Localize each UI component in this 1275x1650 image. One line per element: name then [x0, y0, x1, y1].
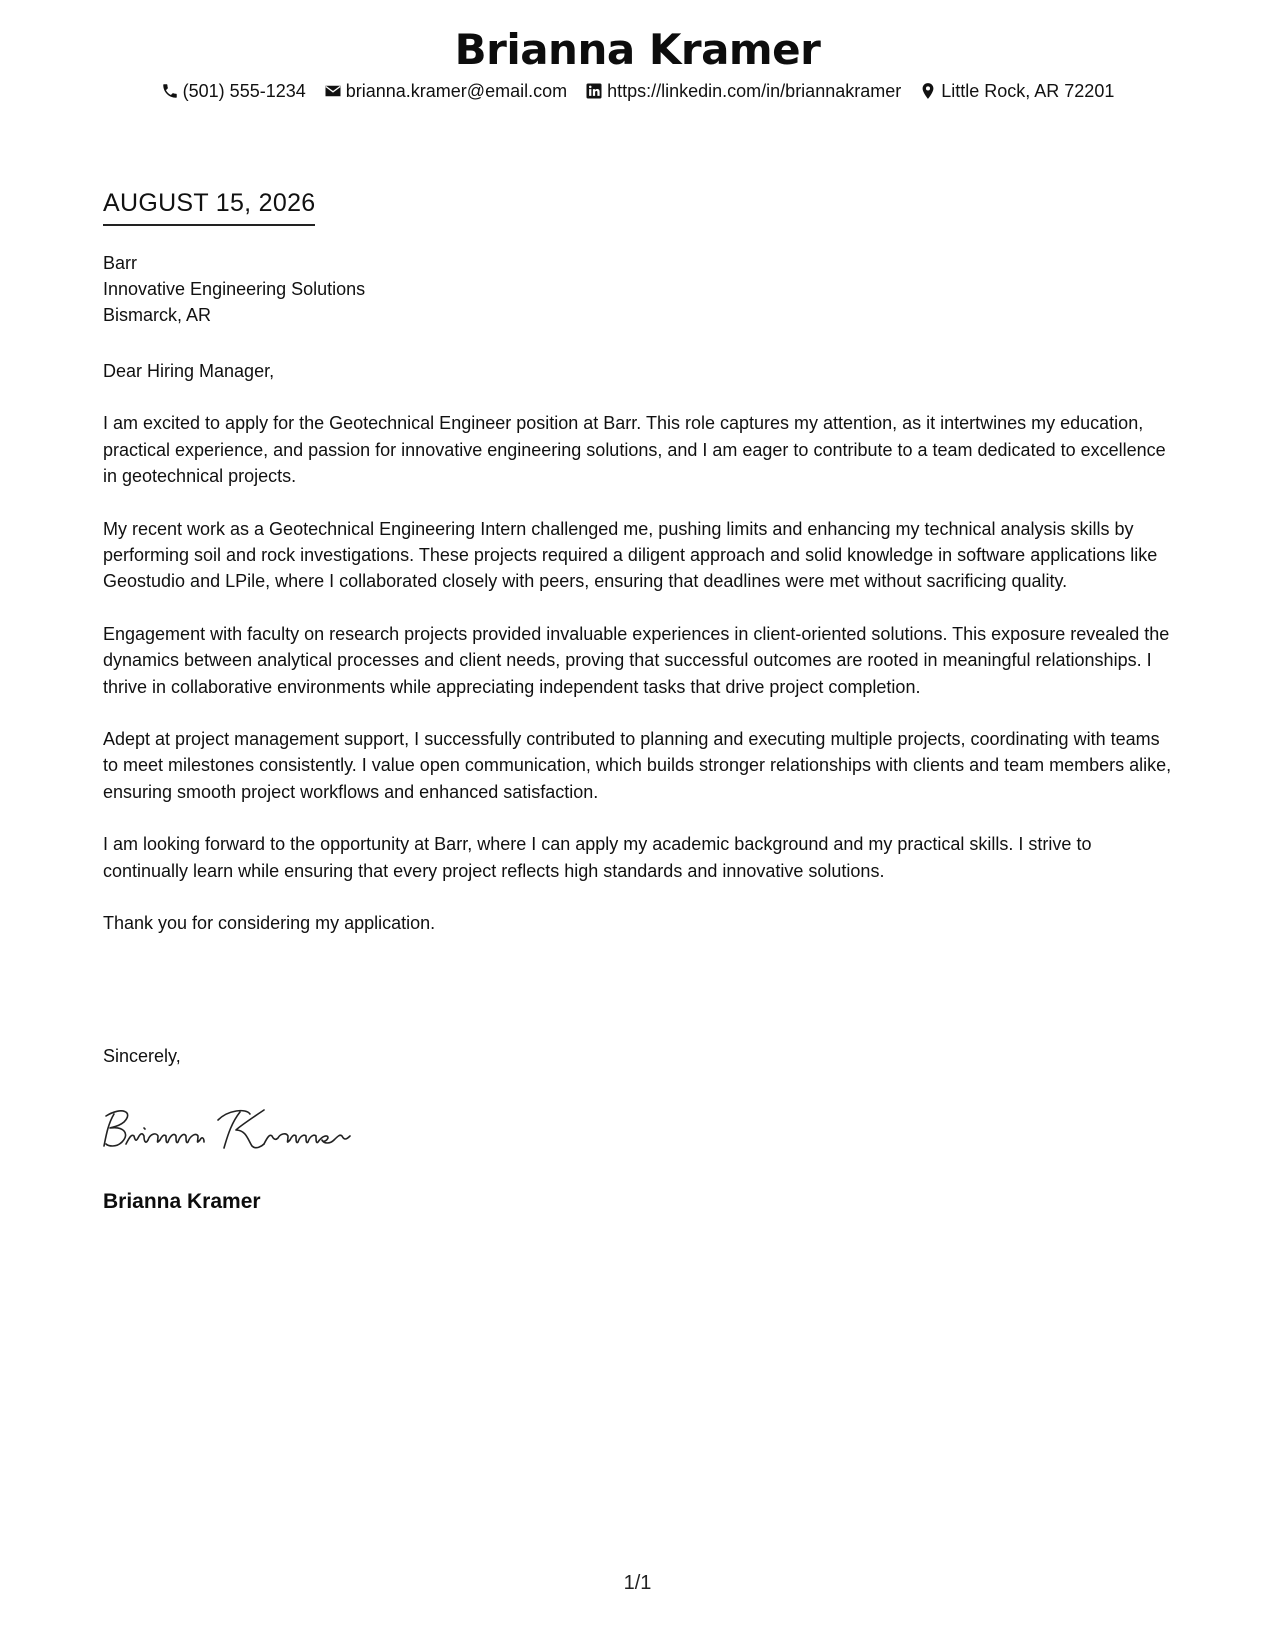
recipient-company: Barr	[103, 253, 138, 273]
contact-phone	[161, 78, 306, 104]
closing: Sincerely,	[103, 1046, 181, 1066]
salutation: Dear Hiring Manager,	[103, 361, 275, 381]
paragraph: I am looking forward to the opportunity at Barr, where I can apply my academic background and my practical skills. I strive to continually learn while ensuring that every project reflects high standards and innovative solutions.	[103, 834, 1092, 881]
applicant-name: Brianna Kramer	[454, 25, 821, 74]
page-indicator: 1/1	[623, 1572, 652, 1594]
map-pin-icon	[919, 82, 937, 100]
paragraph: I am excited to apply for the Geotechnical Engineer position at Barr. This role captures my attention, as it intertwines my education, practical experience, and passion for innovative engineering solutions, and I am eager to contribute to a team dedicated to excellence in geotechnical projects.	[103, 413, 1166, 487]
contact-bar	[0, 78, 1275, 104]
paragraph: My recent work as a Geotechnical Engineering Intern challenged me, pushing limits and enhancing my technical analysis skills by performing soil and rock investigations. These projects required a diligent approach and solid knowledge in software applications like Geostudio and LPile, where I collaborated closely with peers, ensuring that deadlines were met without sacrificing quality.	[103, 518, 1158, 592]
location-text: Little Rock, AR 72201	[941, 81, 1115, 101]
recipient-block	[103, 250, 365, 328]
linkedin-icon	[585, 82, 603, 100]
phone-text: (501) 555-1234	[182, 81, 306, 101]
recipient-department: Innovative Engineering Solutions	[103, 279, 366, 299]
paragraph: Engagement with faculty on research projects provided invaluable experiences in client-oriented solutions. This exposure revealed the dynamics between analytical processes and client needs, proving that successful outcomes are rooted in meaningful relationships. I thrive in collaborative environments while appreciating independent tasks that drive project completion.	[103, 623, 1170, 697]
contact-email	[324, 78, 567, 104]
envelope-icon	[324, 82, 342, 100]
handwritten-signature	[100, 1100, 370, 1156]
linkedin-text: https://linkedin.com/in/briannakramer	[607, 81, 902, 101]
letter-date: AUGUST 15, 2026	[103, 188, 315, 226]
email-text: brianna.kramer@email.com	[345, 81, 568, 101]
phone-icon	[161, 82, 179, 100]
signer-name: Brianna Kramer	[103, 1190, 261, 1213]
paragraph: Adept at project management support, I successfully contributed to planning and executing multiple projects, coordinating with teams to meet milestones consistently. I value open communication, which builds stronger relationships with clients and team members alike, ensuring smooth project workflows and enhanced satisfaction.	[103, 729, 1172, 802]
letter-body	[103, 358, 1173, 963]
paragraph: Thank you for considering my application.	[103, 913, 436, 934]
contact-location	[919, 78, 1114, 104]
recipient-location: Bismarck, AR	[103, 305, 212, 325]
contact-linkedin	[585, 78, 901, 104]
